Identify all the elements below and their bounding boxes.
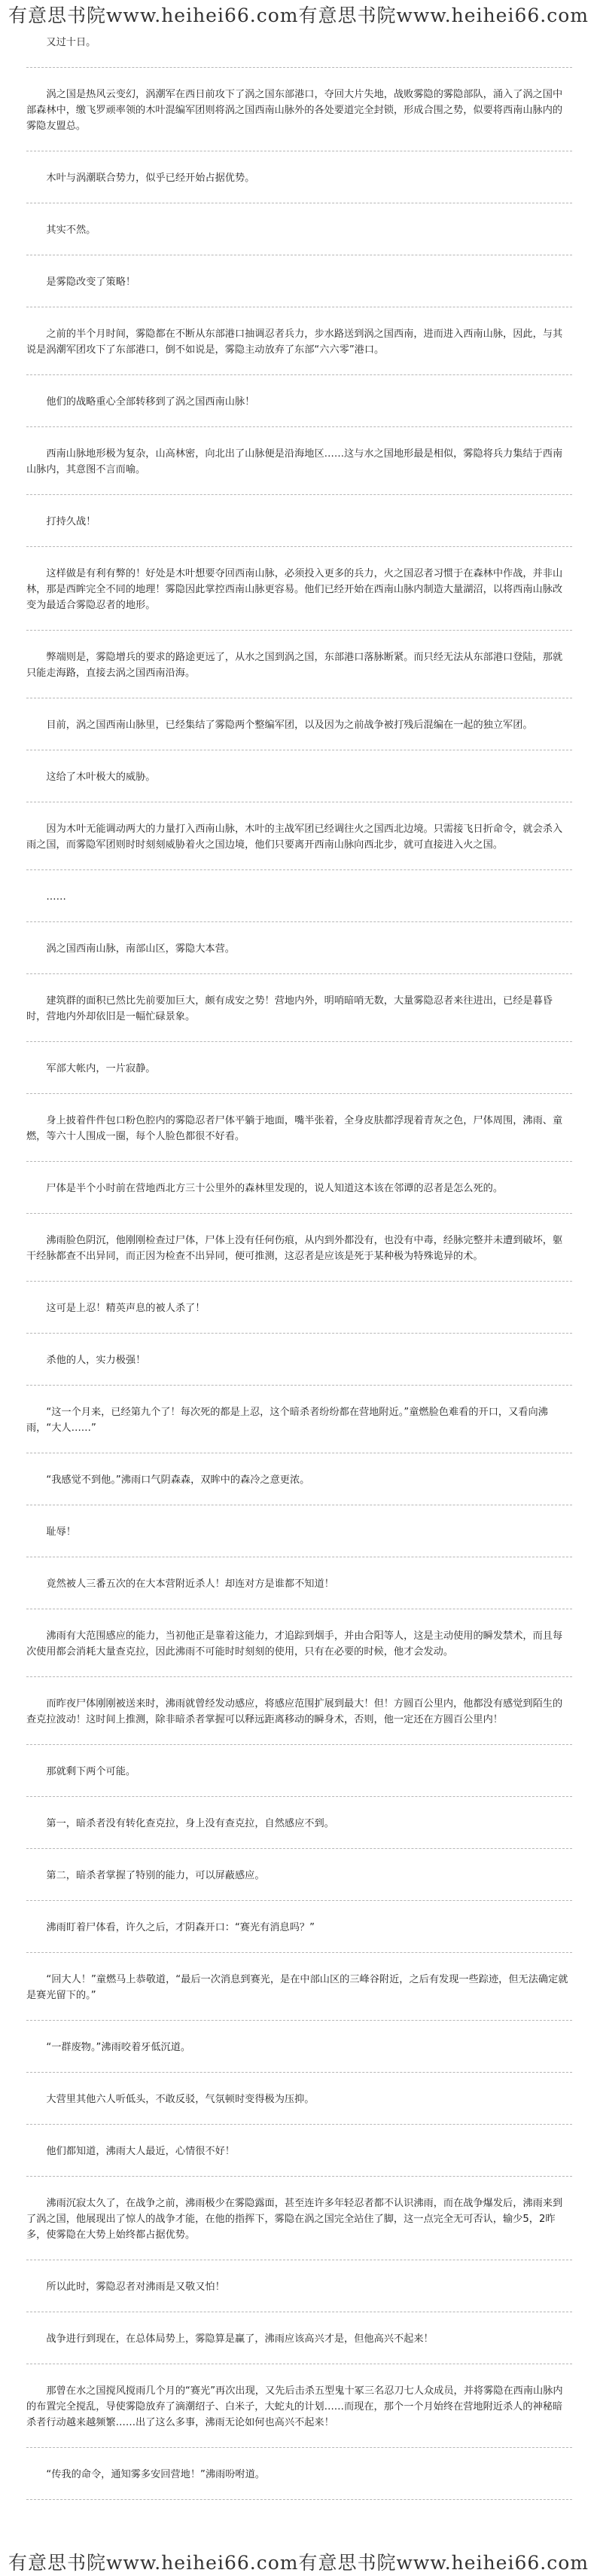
paragraph: 他们都知道，沸雨大人最近，心情很不好！ [46,2146,235,2157]
paragraph: 战争进行到现在，在总体局势上，雾隐算是赢了，沸雨应该高兴才是，但他高兴不起来！ [46,2333,434,2345]
dashed-divider [26,1213,572,1214]
paragraph: 沸雨脸色阴沉，他刚刚检查过尸体，尸体上没有任何伤痕，从内到外都没有，也没有中毒，经脉完整并未遭到破坏，躯干经脉都查不出异同，而正因为检查不出异同，便可推测，这忍者是应该是死于某种极为特殊诡异的术。 [26,1235,563,1262]
dashed-divider [26,1333,572,1334]
dashed-divider [26,1093,572,1094]
dashed-divider [26,921,572,922]
paragraph: 又过十日。 [46,37,96,48]
paragraph: 涡之国是热风云变幻，涡潮军在西日前攻下了涡之国东部港口，夺回大片失地，战败雾隐的雾隐部队，涌入了涡之国中部森林中，缴飞罗顽率领的木叶混编军团则将涡之国西南山脉外的各处要道完全封锁，形成合围之势，似要将西南山脉内的雾隐友盟总。 [26,89,563,132]
paragraph: …… [46,891,66,903]
paragraph: 沸雨盯着尸体看，许久之后，才阴森开口：“赛光有消息吗？” [46,1922,315,1933]
paragraph: 第二，暗杀者掌握了特别的能力，可以屏蔽感应。 [46,1870,265,1881]
paragraph: 军部大帐内，一片寂静。 [46,1063,156,1074]
paragraph: 那曾在水之国搅风搅雨几个月的“赛光”再次出现，又先后击杀五型鬼十冢三名忍刀七人众成员，并将雾隐在西南山脉内的布置完全搅乱，导使雾隐放弃了滴潮绍子、白米子，大蛇丸的计划……而现在，那个一个月始终在营地附近杀人的神秘暗杀者行动越来越频繁……出了这么多事，沸雨无论如何也高兴不起来！ [26,2385,563,2428]
dashed-divider [26,546,572,547]
paragraph: 西南山脉地形极为复杂，山高林密，向北出了山脉便是沿海地区……这与水之国地形最是相似，雾隐将兵力集结于西南山脉内，其意图不言而喻。 [26,448,563,475]
dashed-divider [26,2499,572,2500]
dashed-divider [26,1161,572,1162]
paragraph: 沸雨有大范围感应的能力，当初他正是靠着这能力，才追踪到烟手，并由合阳等人，这是主动使用的瞬发禁术，而且每次使用都会消耗大量查克拉，因此沸雨不可能时时刻刻的使用，只有在必要的时候，他才会发动。 [26,1630,563,1658]
paragraph: 竟然被人三番五次的在大本营附近杀人！却连对方是谁都不知道！ [46,1578,334,1590]
dashed-divider [26,1900,572,1901]
dashed-divider [26,67,572,68]
dashed-divider [26,2176,572,2177]
paragraph: 身上披着件件包口粉色腔内的雾隐忍者尸体平躺于地面，嘴半张着，全身皮肤都浮现着青灰之色，尸体周围，沸雨、童燃，等六十人围成一圈，每个人脸色都很不好看。 [26,1115,563,1142]
dashed-divider [26,1952,572,1953]
dashed-divider [26,869,572,870]
dashed-divider [26,2447,572,2448]
dashed-divider [26,1281,572,1282]
paragraph: “我感觉不到他。”沸雨口气阴森森，双眸中的森冷之意更浓。 [46,1474,310,1486]
dashed-divider [26,2072,572,2073]
dashed-divider [26,1385,572,1386]
paragraph: 那就剩下两个可能。 [46,1766,136,1777]
paragraph: 尸体是半个小时前在营地西北方三十公里外的森林里发现的，说人知道这本该在邻谭的忍者是怎么死的。 [46,1183,504,1194]
paragraph: 这样做是有利有弊的！好处是木叶想要夺回西南山脉，必须投入更多的兵力，火之国忍者习惯于在森林中作战，并非山林，那是西眸完全不同的地理！雾隐因此掌控西南山脉更容易。他们已经开始在西南山脉内制造大量湖沼，以将西南山脉改变为最适合雾隐忍者的地形。 [26,568,563,611]
paragraph: 这给了木叶极大的威胁。 [46,772,156,783]
top-watermark-banner: 有意思书院www.heihei66.com有意思书院www.heihei66.com [8,5,589,26]
paragraph: 他们的战略重心全部转移到了涡之国西南山脉！ [46,396,255,408]
paragraph: 是雾隐改变了策略！ [46,277,136,288]
paragraph: 耻辱！ [46,1526,76,1538]
dashed-divider [26,1041,572,1042]
paragraph: 其实不然。 [46,225,96,236]
paragraph: “回大人！”童燃马上恭敬道，“最后一次消息到赛光，是在中部山区的三峰谷附近，之后有发现一些踪迹，但无法确定就是赛光留下的。” [26,1974,568,2001]
article-body [0,30,597,2547]
dashed-divider [26,2020,572,2021]
dashed-divider [26,630,572,631]
dashed-divider [26,426,572,427]
paragraph: 因为木叶无能调动两大的力量打入西南山脉，木叶的主战军团已经调往火之国西北边境。只需接飞日折命令，就会杀入雨之国，而雾隐军团则时时刻刻威胁着火之国边境，他们只要离开西南山脉向西北步，就可直接进入火之国。 [26,824,563,851]
paragraph: “一群废物。”沸雨咬着牙低沉道。 [46,2042,191,2053]
paragraph: 这可是上忍！精英声息的被人杀了！ [46,1303,206,1314]
paragraph: 所以此时，雾隐忍者对沸雨是又敬又怕！ [46,2281,225,2293]
paragraph: 建筑群的面积已然比先前要加巨大，颇有成安之势！营地内外，明哨暗哨无数，大量雾隐忍者来往进出，已经是暮昏时，营地内外却依旧是一幅忙碌景象。 [26,995,553,1022]
paragraph: “这一个月来，已经第九个了！每次死的都是上忍，这个暗杀者纷纷都在营地附近。”童燃脸色难看的开口，又看向沸雨，“大人……” [26,1407,548,1434]
dashed-divider [26,1676,572,1677]
dashed-divider [26,2124,572,2125]
paragraph: 而昨夜尸体刚刚被送来时，沸雨就曾经发动感应，将感应范围扩展到最大！但！方圆百公里内，他都没有感觉到陌生的查克拉波动！这时间上推测，除非暗杀者掌握可以释远距离移动的瞬身术，否则，他一定还在方圆百公里内！ [26,1698,563,1725]
paragraph: 之前的半个月时间，雾隐都在不断从东部港口抽调忍者兵力，步水路送到涡之国西南，进而进入西南山脉，因此，与其说是涡潮军团攻下了东部港口，倒不如说是，雾隐主动放弃了东部“六六零”港口。 [26,328,563,356]
paragraph: 木叶与涡潮联合势力，似乎已经开始占据优势。 [46,173,255,184]
paragraph: 大营里其他六人听低头，不敢反驳，气氛顿时变得极为压抑。 [46,2094,315,2105]
paragraph: 打持久战！ [46,516,96,527]
paragraph: “传我的命令，通知雾多安回营地！”沸雨吩咐道。 [46,2469,265,2480]
dashed-divider [26,374,572,375]
dashed-divider [26,494,572,495]
dashed-divider [26,1744,572,1745]
dashed-divider [26,1796,572,1797]
dashed-divider [26,973,572,974]
paragraph: 杀他的人，实力极强！ [46,1355,146,1366]
paragraph: 沸雨沉寂太久了，在战争之前，沸雨极少在雾隐露面，甚至连许多年轻忍者都不认识沸雨，而在战争爆发后，沸雨来到了涡之国，他展现出了惊人的战争才能，在他的指挥下，雾隐在涡之国完全站住了脚，这一点完全无可否认，输少5，2昨多，使雾隐在大势上始终都占据优势。 [26,2198,563,2241]
bottom-watermark-banner: 有意思书院www.heihei66.com有意思书院www.heihei66.com [8,2552,589,2574]
dashed-divider [26,1848,572,1849]
paragraph: 目前，涡之国西南山脉里，已经集结了雾隐两个整编军团，以及因为之前战争被打残后混编在一起的独立军团。 [46,720,533,731]
paragraph: 弊端则是，雾隐增兵的要求的路途更远了，从水之国到涡之国，东部港口落脉断紧。而只经无法从东部港口登陆，那就只能走海路，直接去涡之国西南沿海。 [26,652,563,679]
paragraph: 涡之国西南山脉，南部山区，雾隐大本营。 [46,943,235,955]
paragraph: 第一，暗杀者没有转化查克拉，身上没有查克拉，自然感应不到。 [46,1818,334,1829]
